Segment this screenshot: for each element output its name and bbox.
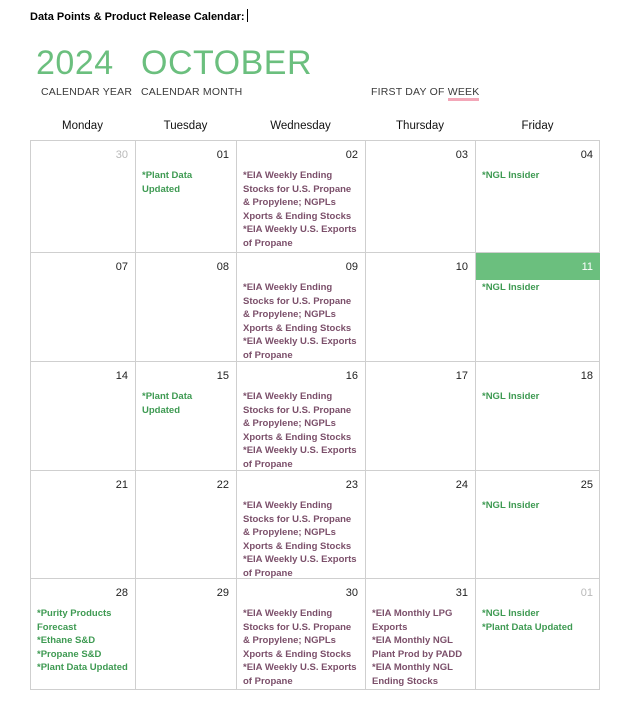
- day-number: 16: [345, 370, 358, 382]
- calendar-day-cell[interactable]: [475, 361, 600, 470]
- calendar-event[interactable]: *Purity Products Forecast: [37, 608, 112, 633]
- calendar-day-cell[interactable]: [236, 252, 365, 361]
- day-number: 22: [216, 479, 229, 491]
- calendar-event[interactable]: *EIA Monthly NGL Plant Prod by PADD: [372, 635, 463, 660]
- calendar-year-label: CALENDAR YEAR: [41, 86, 133, 98]
- day-number: 17: [455, 370, 468, 382]
- calendar-day-cell[interactable]: [365, 252, 475, 361]
- calendar-event[interactable]: *EIA Weekly Ending Stocks for U.S. Propane & Propylene; NGPLs Xports & Ending Stocks: [243, 608, 352, 660]
- day-number: 28: [115, 587, 128, 599]
- weekday-thursday: Thursday: [396, 120, 444, 132]
- day-number: 25: [580, 479, 593, 491]
- weekday-wednesday: Wednesday: [270, 120, 331, 132]
- calendar-year-value[interactable]: 2024: [36, 44, 114, 82]
- day-number: 01: [580, 587, 593, 599]
- calendar-day-cell[interactable]: [475, 578, 600, 690]
- day-number: 14: [115, 370, 128, 382]
- day-number: 09: [345, 261, 358, 273]
- event-list: [482, 607, 594, 634]
- calendar-event[interactable]: *Plant Data Updated: [142, 170, 193, 195]
- calendar-event[interactable]: *EIA Weekly U.S. Exports of Propane: [243, 336, 357, 361]
- calendar-day-cell[interactable]: [30, 140, 135, 252]
- day-number: 21: [115, 479, 128, 491]
- event-list: [482, 281, 594, 295]
- first-day-prefix: FIRST DAY OF: [371, 86, 448, 98]
- calendar-day-cell[interactable]: [135, 361, 236, 470]
- calendar-event[interactable]: *NGL Insider: [482, 170, 540, 181]
- calendar-event[interactable]: *Propane S&D: [37, 648, 102, 660]
- day-number: 02: [345, 149, 358, 161]
- weekday-header-row: [30, 120, 600, 141]
- calendar-grid: [30, 140, 600, 690]
- calendar-day-cell[interactable]: [30, 578, 135, 690]
- event-list: [142, 390, 230, 417]
- event-list: [482, 169, 594, 183]
- calendar-day-cell[interactable]: [135, 470, 236, 578]
- calendar-day-cell[interactable]: [30, 470, 135, 578]
- day-number: 11: [581, 261, 593, 273]
- text-cursor: [247, 9, 248, 22]
- calendar-day-cell[interactable]: [236, 140, 365, 252]
- event-list: [142, 169, 230, 196]
- day-number: 08: [216, 261, 229, 273]
- calendar-day-cell[interactable]: [236, 470, 365, 578]
- calendar-event[interactable]: *EIA Weekly U.S. Exports of Propane: [243, 554, 357, 579]
- day-number: 10: [455, 261, 468, 273]
- weekday-friday: Friday: [521, 120, 554, 132]
- calendar-day-cell[interactable]: [365, 470, 475, 578]
- calendar-month-value[interactable]: OCTOBER: [141, 44, 313, 82]
- day-number: 04: [580, 149, 593, 161]
- calendar-event[interactable]: *Ethane S&D: [37, 635, 96, 646]
- calendar-event[interactable]: *Plant Data Updated: [142, 391, 193, 416]
- first-day-week-word: WEEK: [448, 86, 480, 101]
- calendar-event[interactable]: *EIA Weekly U.S. Exports of Propane: [243, 224, 357, 249]
- day-number: 15: [216, 370, 229, 382]
- calendar-event[interactable]: *EIA Monthly NGL Ending Stocks: [372, 662, 453, 687]
- calendar-event[interactable]: *Plant Data Updated: [37, 662, 128, 673]
- calendar-event[interactable]: *Plant Data Updated: [482, 621, 573, 633]
- day-number: 18: [580, 370, 593, 382]
- calendar-day-cell[interactable]: [135, 578, 236, 690]
- calendar-event[interactable]: *EIA Weekly U.S. Exports of Propane: [243, 662, 357, 687]
- calendar-event[interactable]: *EIA Weekly Ending Stocks for U.S. Propane & Propylene; NGPLs Xports & Ending Stocks: [243, 170, 352, 222]
- day-number: 03: [455, 149, 468, 161]
- calendar-event[interactable]: *EIA Weekly U.S. Exports of Propane: [243, 445, 357, 470]
- calendar-day-cell[interactable]: [365, 578, 475, 690]
- event-list: [243, 607, 359, 688]
- weekday-tuesday: Tuesday: [163, 120, 208, 132]
- calendar-day-cell[interactable]: [30, 252, 135, 361]
- calendar-day-cell[interactable]: [475, 252, 600, 361]
- day-number: 30: [345, 587, 358, 599]
- calendar-day-cell[interactable]: [135, 252, 236, 361]
- document-title-text: Data Points & Product Release Calendar:: [30, 11, 245, 23]
- calendar-event[interactable]: *NGL Insider: [482, 282, 540, 293]
- calendar-day-cell[interactable]: [475, 140, 600, 252]
- calendar-event[interactable]: *EIA Weekly Ending Stocks for U.S. Propane & Propylene; NGPLs Xports & Ending Stocks: [243, 391, 352, 443]
- calendar-day-cell[interactable]: [475, 470, 600, 578]
- calendar-event[interactable]: *EIA Weekly Ending Stocks for U.S. Propane & Propylene; NGPLs Xports & Ending Stocks: [243, 500, 352, 552]
- calendar-day-cell[interactable]: [30, 361, 135, 470]
- calendar-event[interactable]: *NGL Insider: [482, 391, 540, 402]
- event-list: [243, 390, 359, 471]
- event-list: [372, 607, 469, 688]
- calendar-day-cell[interactable]: [135, 140, 236, 252]
- calendar-event[interactable]: *NGL Insider: [482, 500, 540, 511]
- event-list: [37, 607, 129, 675]
- document-title: [30, 9, 248, 23]
- day-number: 07: [115, 261, 128, 273]
- calendar-event[interactable]: *EIA Monthly LPG Exports: [372, 608, 453, 633]
- day-number: 24: [455, 479, 468, 491]
- calendar-event[interactable]: *EIA Weekly Ending Stocks for U.S. Propane & Propylene; NGPLs Xports & Ending Stocks: [243, 282, 352, 334]
- calendar-event[interactable]: *NGL Insider: [482, 608, 540, 619]
- day-number: 30: [115, 149, 128, 161]
- day-number: 31: [455, 587, 468, 599]
- day-number: 01: [216, 149, 229, 161]
- calendar-month-label: CALENDAR MONTH: [141, 86, 243, 98]
- calendar-day-cell[interactable]: [236, 578, 365, 690]
- event-list: [243, 281, 359, 362]
- event-list: [243, 499, 359, 580]
- event-list: [243, 169, 359, 250]
- first-day-of-week-label[interactable]: [371, 86, 479, 98]
- weekday-monday: Monday: [62, 120, 103, 132]
- calendar-day-cell[interactable]: [236, 361, 365, 470]
- event-list: [482, 499, 594, 513]
- event-list: [482, 390, 594, 404]
- day-number: 29: [216, 587, 229, 599]
- calendar-day-cell[interactable]: [365, 361, 475, 470]
- calendar-day-cell[interactable]: [365, 140, 475, 252]
- day-number: 23: [345, 479, 358, 491]
